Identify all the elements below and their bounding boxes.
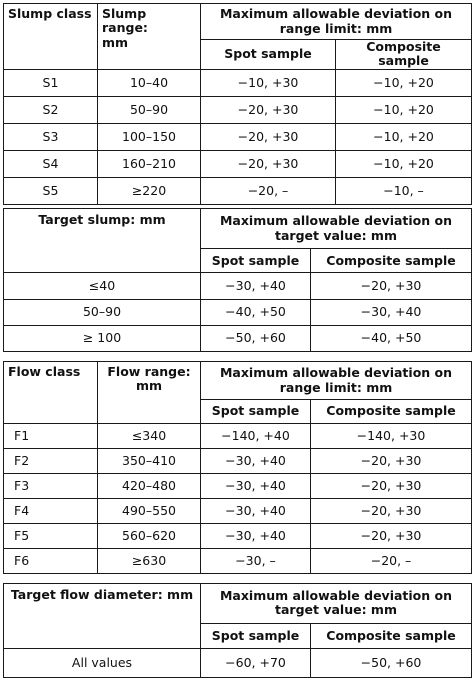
header-target-deviation: Maximum allowable deviation on target value: mm xyxy=(201,584,472,624)
spot-sample-cell: −30, +40 xyxy=(201,474,311,499)
header-flow-class: Flow class xyxy=(4,362,98,424)
table-row xyxy=(4,524,472,549)
composite-sample-cell: −10, +20 xyxy=(336,150,472,177)
spot-sample-cell: −60, +70 xyxy=(201,648,311,677)
flow-class-cell: F4 xyxy=(4,499,98,524)
flow-class-cell: F3 xyxy=(4,474,98,499)
spot-sample-cell: −10, +30 xyxy=(201,69,336,96)
slump-range-cell: 10–40 xyxy=(98,69,201,96)
table-row xyxy=(4,424,472,449)
table-row xyxy=(4,69,472,96)
header-spot-sample: Spot sample xyxy=(201,249,311,273)
spot-sample-cell: −50, +60 xyxy=(201,325,311,351)
composite-sample-cell: −20, +30 xyxy=(311,273,472,299)
composite-sample-cell: −20, +30 xyxy=(311,524,472,549)
spot-sample-cell: −40, +50 xyxy=(201,299,311,325)
slump-range-cell: ≥220 xyxy=(98,177,201,204)
table-row xyxy=(4,449,472,474)
table-row xyxy=(4,299,472,325)
slump-class-cell: S1 xyxy=(4,69,98,96)
composite-sample-cell: −20, – xyxy=(311,549,472,574)
table-row xyxy=(4,123,472,150)
slump-range-cell: 160–210 xyxy=(98,150,201,177)
composite-sample-cell: −140, +30 xyxy=(311,424,472,449)
table-row xyxy=(4,474,472,499)
spot-sample-cell: −30, +40 xyxy=(201,499,311,524)
header-composite-sample: Composite sample xyxy=(336,40,472,70)
target-slump-cell: ≥ 100 xyxy=(4,325,201,351)
flow-range-cell: 490–550 xyxy=(98,499,201,524)
table-row xyxy=(4,150,472,177)
composite-sample-cell: −10, +20 xyxy=(336,69,472,96)
slump-range-cell: 50–90 xyxy=(98,96,201,123)
composite-sample-cell: −10, – xyxy=(336,177,472,204)
spot-sample-cell: −30, +40 xyxy=(201,524,311,549)
header-spot-sample: Spot sample xyxy=(201,400,311,424)
spot-sample-cell: −30, +40 xyxy=(201,449,311,474)
slump-class-cell: S5 xyxy=(4,177,98,204)
table-row xyxy=(4,273,472,299)
header-target-slump: Target slump: mm xyxy=(4,209,201,273)
spot-sample-cell: −20, +30 xyxy=(201,123,336,150)
slump-class-table xyxy=(3,3,472,205)
flow-class-cell: F5 xyxy=(4,524,98,549)
composite-sample-cell: −40, +50 xyxy=(311,325,472,351)
header-spot-sample: Spot sample xyxy=(201,40,336,70)
header-target-deviation: Maximum allowable deviation on target value: mm xyxy=(201,209,472,249)
header-range-deviation: Maximum allowable deviation on range limit: mm xyxy=(201,362,472,400)
spot-sample-cell: −20, – xyxy=(201,177,336,204)
spot-sample-cell: −140, +40 xyxy=(201,424,311,449)
table-row xyxy=(4,648,472,677)
slump-class-cell: S4 xyxy=(4,150,98,177)
composite-sample-cell: −20, +30 xyxy=(311,474,472,499)
target-flow-diameter-cell: All values xyxy=(4,648,201,677)
header-composite-sample: Composite sample xyxy=(311,400,472,424)
composite-sample-cell: −50, +60 xyxy=(311,648,472,677)
spot-sample-cell: −20, +30 xyxy=(201,96,336,123)
table-row xyxy=(4,96,472,123)
slump-class-cell: S3 xyxy=(4,123,98,150)
target-slump-table xyxy=(3,208,472,352)
header-range-deviation: Maximum allowable deviation on range limit: mm xyxy=(201,4,472,40)
target-slump-cell: 50–90 xyxy=(4,299,201,325)
flow-range-cell: 350–410 xyxy=(98,449,201,474)
table-row xyxy=(4,499,472,524)
flow-range-cell: ≤340 xyxy=(98,424,201,449)
flow-class-cell: F2 xyxy=(4,449,98,474)
composite-sample-cell: −20, +30 xyxy=(311,499,472,524)
table-row xyxy=(4,549,472,574)
composite-sample-cell: −20, +30 xyxy=(311,449,472,474)
header-composite-sample: Composite sample xyxy=(311,249,472,273)
header-slump-range: Slump range: mm xyxy=(98,4,201,70)
table-row xyxy=(4,177,472,204)
target-flow-diameter-table xyxy=(3,583,472,678)
target-slump-cell: ≤40 xyxy=(4,273,201,299)
flow-range-cell: 560–620 xyxy=(98,524,201,549)
header-spot-sample: Spot sample xyxy=(201,623,311,648)
composite-sample-cell: −10, +20 xyxy=(336,96,472,123)
spot-sample-cell: −30, +40 xyxy=(201,273,311,299)
slump-range-cell: 100–150 xyxy=(98,123,201,150)
header-slump-class: Slump class xyxy=(4,4,98,70)
spot-sample-cell: −20, +30 xyxy=(201,150,336,177)
flow-class-cell: F1 xyxy=(4,424,98,449)
composite-sample-cell: −30, +40 xyxy=(311,299,472,325)
flow-range-cell: ≥630 xyxy=(98,549,201,574)
flow-class-cell: F6 xyxy=(4,549,98,574)
table-row xyxy=(4,325,472,351)
header-target-flow-diameter: Target flow diameter: mm xyxy=(4,584,201,649)
composite-sample-cell: −10, +20 xyxy=(336,123,472,150)
header-composite-sample: Composite sample xyxy=(311,623,472,648)
slump-class-cell: S2 xyxy=(4,96,98,123)
flow-class-table xyxy=(3,361,472,574)
header-flow-range: Flow range: mm xyxy=(98,362,201,424)
flow-range-cell: 420–480 xyxy=(98,474,201,499)
spot-sample-cell: −30, – xyxy=(201,549,311,574)
